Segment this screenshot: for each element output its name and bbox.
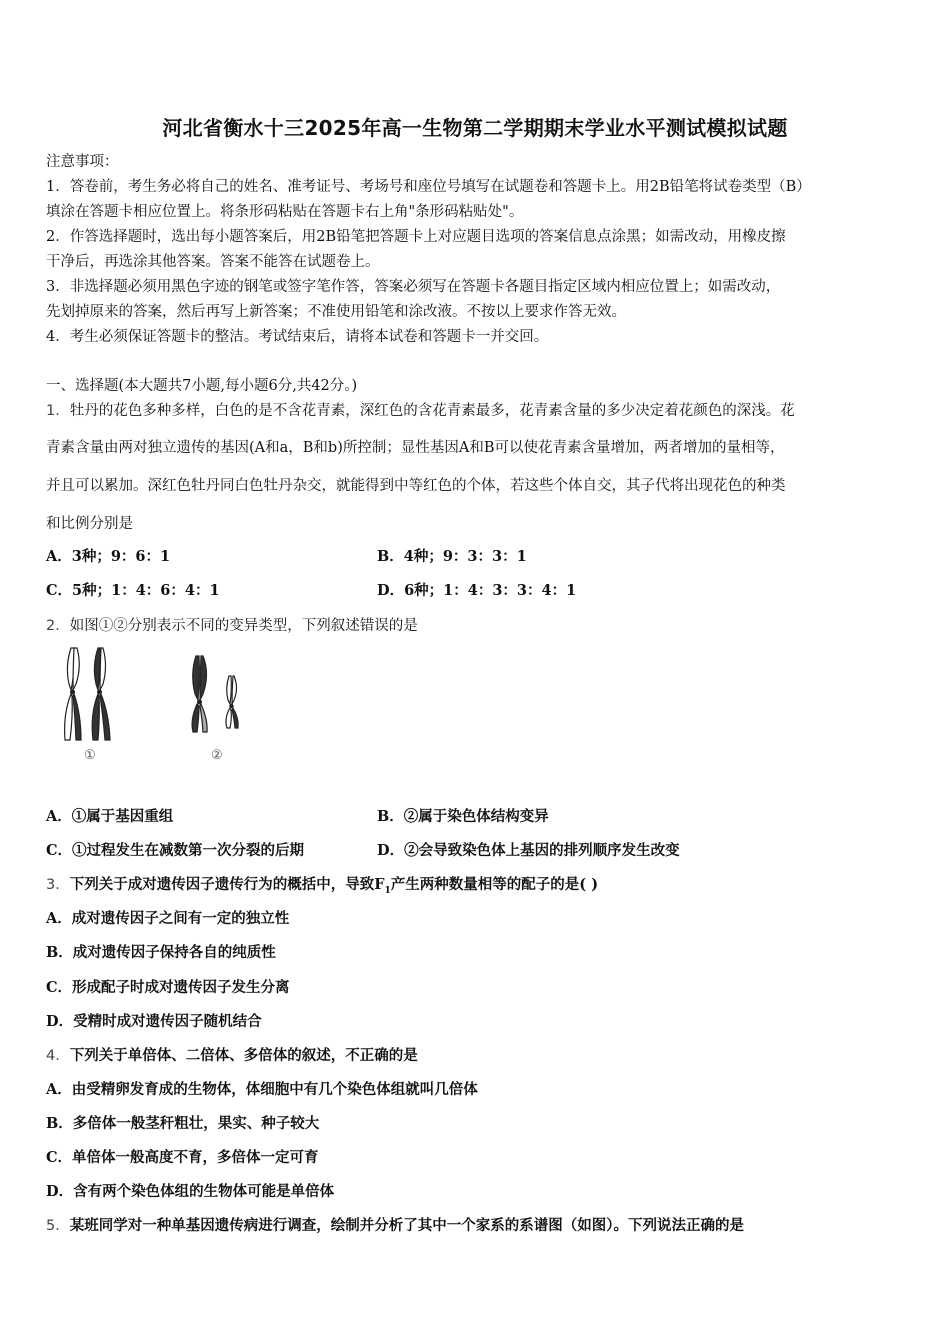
subscript: 1 (384, 885, 391, 896)
question-5 (46, 1216, 744, 1236)
notice-line: 先划掉原来的答案，然后再写上新答案；不准使用铅笔和涂改液。不按以上要求作答无效。 (46, 304, 626, 320)
chromosome-1a (65, 648, 81, 740)
question-number: 4． (46, 1048, 70, 1064)
question-text: 如图①②分别表示不同的变异类型，下列叙述错误的是 (69, 618, 418, 634)
question-text: 牡丹的花色多种多样，白色的是不含花青素，深红色的含花青素最多，花青素含量的多少决定着花颜色的深浅。花 (69, 403, 795, 419)
question-text: 产生两种数量相等的配子的是( ) (390, 876, 599, 893)
notice-line: 3．非选择题必须用黑色字迹的钢笔或签字笔作答，答案必须写在答题卡各题目指定区域内相应位置上；如需改动， (46, 279, 781, 295)
notice-line: 1．答卷前，考生务必将自己的姓名、准考证号、考场号和座位号填写在试题卷和答题卡上。用2B铅笔将试卷类型（B） (46, 179, 811, 195)
question-text: 并且可以累加。深红色牡丹同白色牡丹杂交，就能得到中等红色的个体，若这些个体自交，其子代将出现花色的种类 (46, 478, 786, 494)
notice-line: 4．考生必须保证答题卡的整洁。考试结束后，请将本试卷和答题卡一并交回。 (46, 329, 549, 345)
notice-heading: 注意事项： (46, 154, 119, 170)
q4-option-c[interactable]: C．单倍体一般高度不育，多倍体一定可育 (46, 1149, 319, 1166)
figure-label-2: ② (211, 748, 223, 763)
question-text: 和比例分别是 (46, 516, 133, 532)
question-number: 5． (46, 1218, 70, 1234)
q2-option-b[interactable]: B．②属于染色体结构变异 (377, 808, 549, 825)
question-1 (46, 401, 795, 421)
q2-option-c[interactable]: C．①过程发生在减数第一次分裂的后期 (46, 842, 305, 859)
question-number: 2． (46, 618, 70, 634)
question-4 (46, 1046, 418, 1066)
q1-option-d[interactable]: D．6种；1：4：3：3：4：1 (377, 582, 577, 599)
q3-option-b[interactable]: B．成对遗传因子保持各自的纯质性 (46, 944, 276, 961)
question-text: 下列关于单倍体、二倍体、多倍体的叙述，不正确的是 (69, 1047, 418, 1064)
chromosome-1b (92, 648, 110, 740)
q4-option-d[interactable]: D．含有两个染色体组的生物体可能是单倍体 (46, 1183, 335, 1200)
q1-option-a[interactable]: A．3种；9：6：1 (46, 548, 171, 565)
figure-label-1: ① (84, 748, 96, 763)
question-2 (46, 616, 418, 636)
q4-option-b[interactable]: B．多倍体一般茎秆粗壮，果实、种子较大 (46, 1115, 320, 1132)
q3-option-a[interactable]: A．成对遗传因子之间有一定的独立性 (46, 910, 290, 927)
notice-line: 填涂在答题卡相应位置上。将条形码粘贴在答题卡右上角"条形码粘贴处"。 (46, 204, 524, 220)
question-3 (46, 875, 598, 901)
chromosome-variation-figure (56, 644, 256, 776)
q4-option-a[interactable]: A．由受精卵发育成的生物体，体细胞中有几个染色体组就叫几倍体 (46, 1081, 478, 1098)
section-heading: 一、选择题(本大题共7小题,每小题6分,共42分。) (46, 378, 358, 394)
question-text: 下列关于成对遗传因子遗传行为的概括中，导致F (69, 876, 385, 893)
q2-option-a[interactable]: A．①属于基因重组 (46, 808, 174, 825)
chromosome-2b (226, 676, 238, 728)
question-number: 1． (46, 403, 70, 419)
chromosome-2a (192, 656, 207, 732)
question-number: 3． (46, 877, 70, 893)
question-text: 青素含量由两对独立遗传的基因(A和a，B和b)所控制；显性基因A和B可以使花青素含量增加，两者增加的量相等， (46, 440, 785, 456)
q1-option-c[interactable]: C．5种；1：4：6：4：1 (46, 582, 220, 599)
notice-line: 2．作答选择题时，选出每小题答案后，用2B铅笔把答题卡上对应题目选项的答案信息点涂黑；如需改动，用橡皮擦 (46, 229, 786, 245)
q2-option-d[interactable]: D．②会导致染色体上基因的排列顺序发生改变 (377, 842, 680, 859)
q1-option-b[interactable]: B．4种；9：3：3：1 (377, 548, 527, 565)
page-title: 河北省衡水十三2025年高一生物第二学期期末学业水平测试模拟试题 (162, 116, 788, 140)
notice-line: 干净后，再选涂其他答案。答案不能答在试题卷上。 (46, 254, 380, 270)
question-text: 某班同学对一种单基因遗传病进行调查，绘制并分析了其中一个家系的系谱图（如图）。下列说法正确的是 (69, 1217, 744, 1234)
q3-option-d[interactable]: D．受精时成对遗传因子随机结合 (46, 1013, 262, 1030)
q3-option-c[interactable]: C．形成配子时成对遗传因子发生分离 (46, 979, 290, 996)
